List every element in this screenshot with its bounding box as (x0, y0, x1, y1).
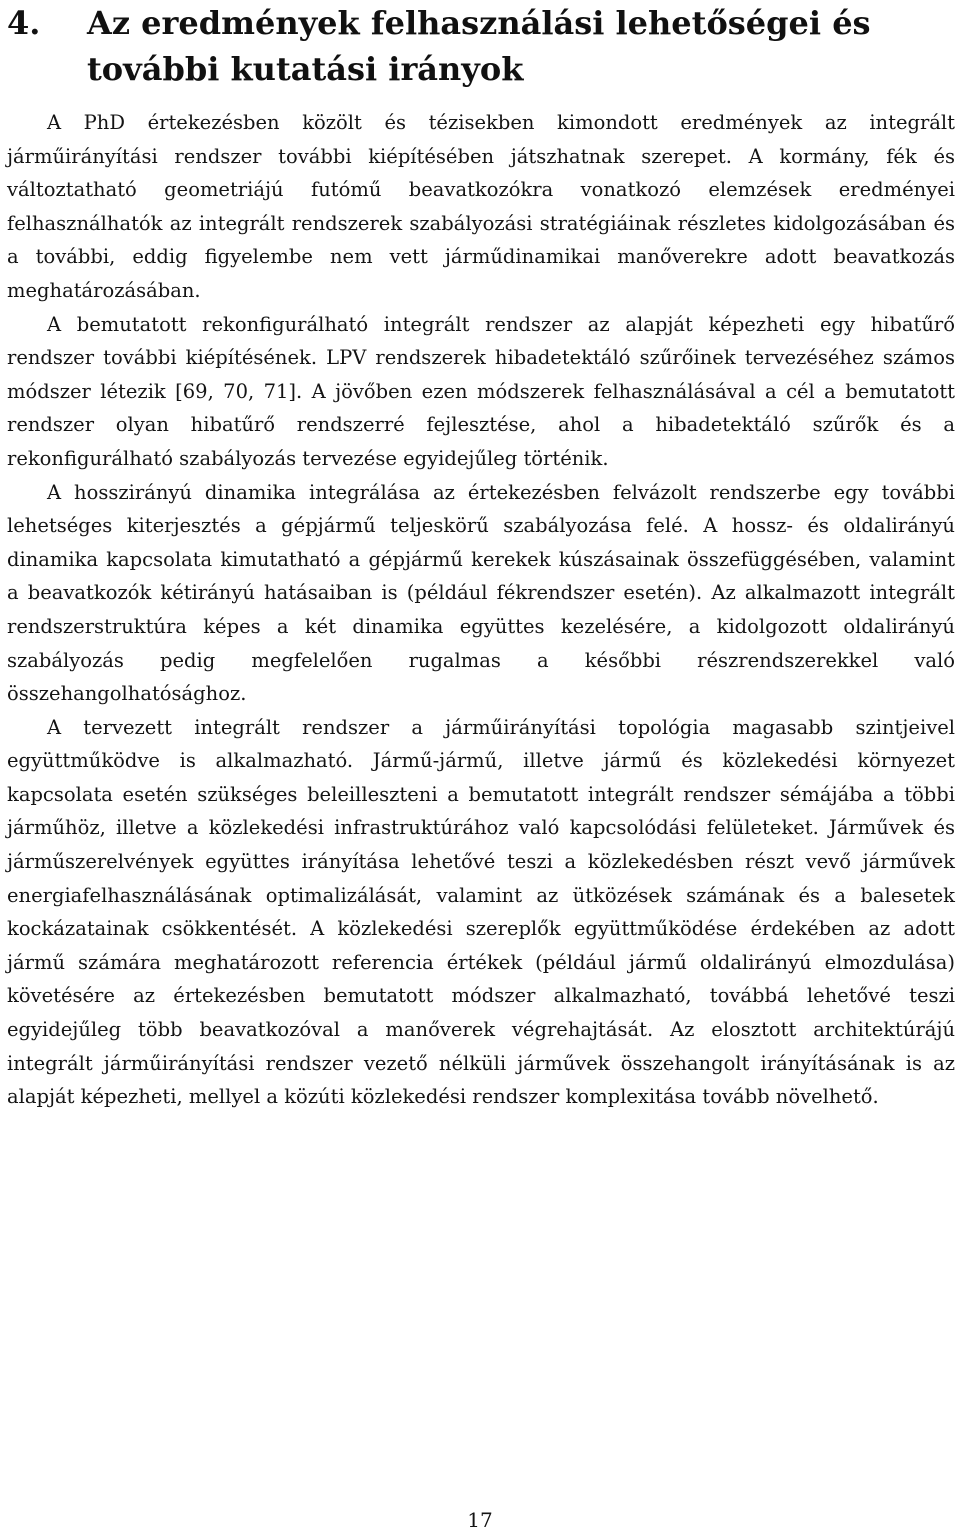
section-body (7, 106, 955, 1114)
document-page (7, 0, 955, 1114)
paragraph: A bemutatott rekonfigurálható integrált rendszer az alapját képezheti egy hibatűrő rendszer további kiépítésének. LPV rendszerek hibadetektáló szűrőinek tervezéséhez számos módszer létezik [69, 70, 71]. A jövőben ezen módszerek felhasználásával a cél a bemutatott rendszer olyan hibatűrő rendszerré fejlesztése, ahol a hibadetektáló szűrők és a rekonfigurálható szabályozás tervezése egyidejűleg történik. (7, 312, 955, 470)
paragraph: A hosszirányú dinamika integrálása az értekezésben felvázolt rendszerbe egy további lehetséges kiterjesztés a gépjármű teljeskörű szabályozása felé. A hossz- és oldalirányú dinamika kapcsolata kimutatható a gépjármű kerekek kúszásainak összefüggésében, valamint a beavatkozók kétirányú hatásaiban is (például fékrendszer esetén). Az alkalmazott integrált rendszerstruktúra képes a két dinamika együttes kezelésére, a kidolgozott oldalirányú szabályozás pedig megfelelően rugalmas a későbbi részrendszerekkel való összehangolhatósághoz. (7, 480, 955, 706)
section-heading (7, 0, 955, 92)
page-number: 17 (467, 1508, 493, 1532)
section-title: Az eredmények felhasználási lehetőségei és további kutatási irányok (87, 4, 871, 88)
paragraph: A tervezett integrált rendszer a járműirányítási topológia magasabb szintjeivel együttműködve is alkalmazható. Jármű-jármű, illetve jármű és közlekedési környezet kapcsolata esetén szükséges beleilleszteni a bemutatott integrált rendszer sémájába a többi járműhöz, illetve a közlekedési infrastruktúrához való kapcsolódási felületeket. Járművek és járműszerelvények együttes irányítása lehetővé teszi a közlekedésben részt vevő járművek energiafelhasználásának optimalizálását, valamint az ütközések számának és a balesetek kockázatainak csökkentését. A közlekedési szereplők együttműködése érdekében az adott jármű számára meghatározott referencia értékek (például jármű oldalirányú elmozdulása) követésére az értekezésben bemutatott módszer alkalmazható, továbbá lehetővé teszi egyidejűleg több beavatkozóval a manőverek végrehajtását. Az elosztott architektúrájú integrált járműirányítási rendszer vezető nélküli járművek összehangolt irányításának is az alapját képezheti, mellyel a közúti közlekedési rendszer komplexitása tovább növelhető. (7, 715, 955, 1109)
paragraph: A PhD értekezésben közölt és tézisekben kimondott eredmények az integrált járműirányítási rendszer további kiépítésében játszhatnak szerepet. A kormány, fék és változtatható geometriájú futómű beavatkozókra vonatkozó elemzések eredményei felhasználhatók az integrált rendszerek szabályozási stratégiáinak részletes kidolgozásában és a további, eddig figyelembe nem vett járműdinamikai manőverekre adott beavatkozás meghatározásában. (7, 111, 955, 302)
section-number: 4. (7, 4, 41, 42)
